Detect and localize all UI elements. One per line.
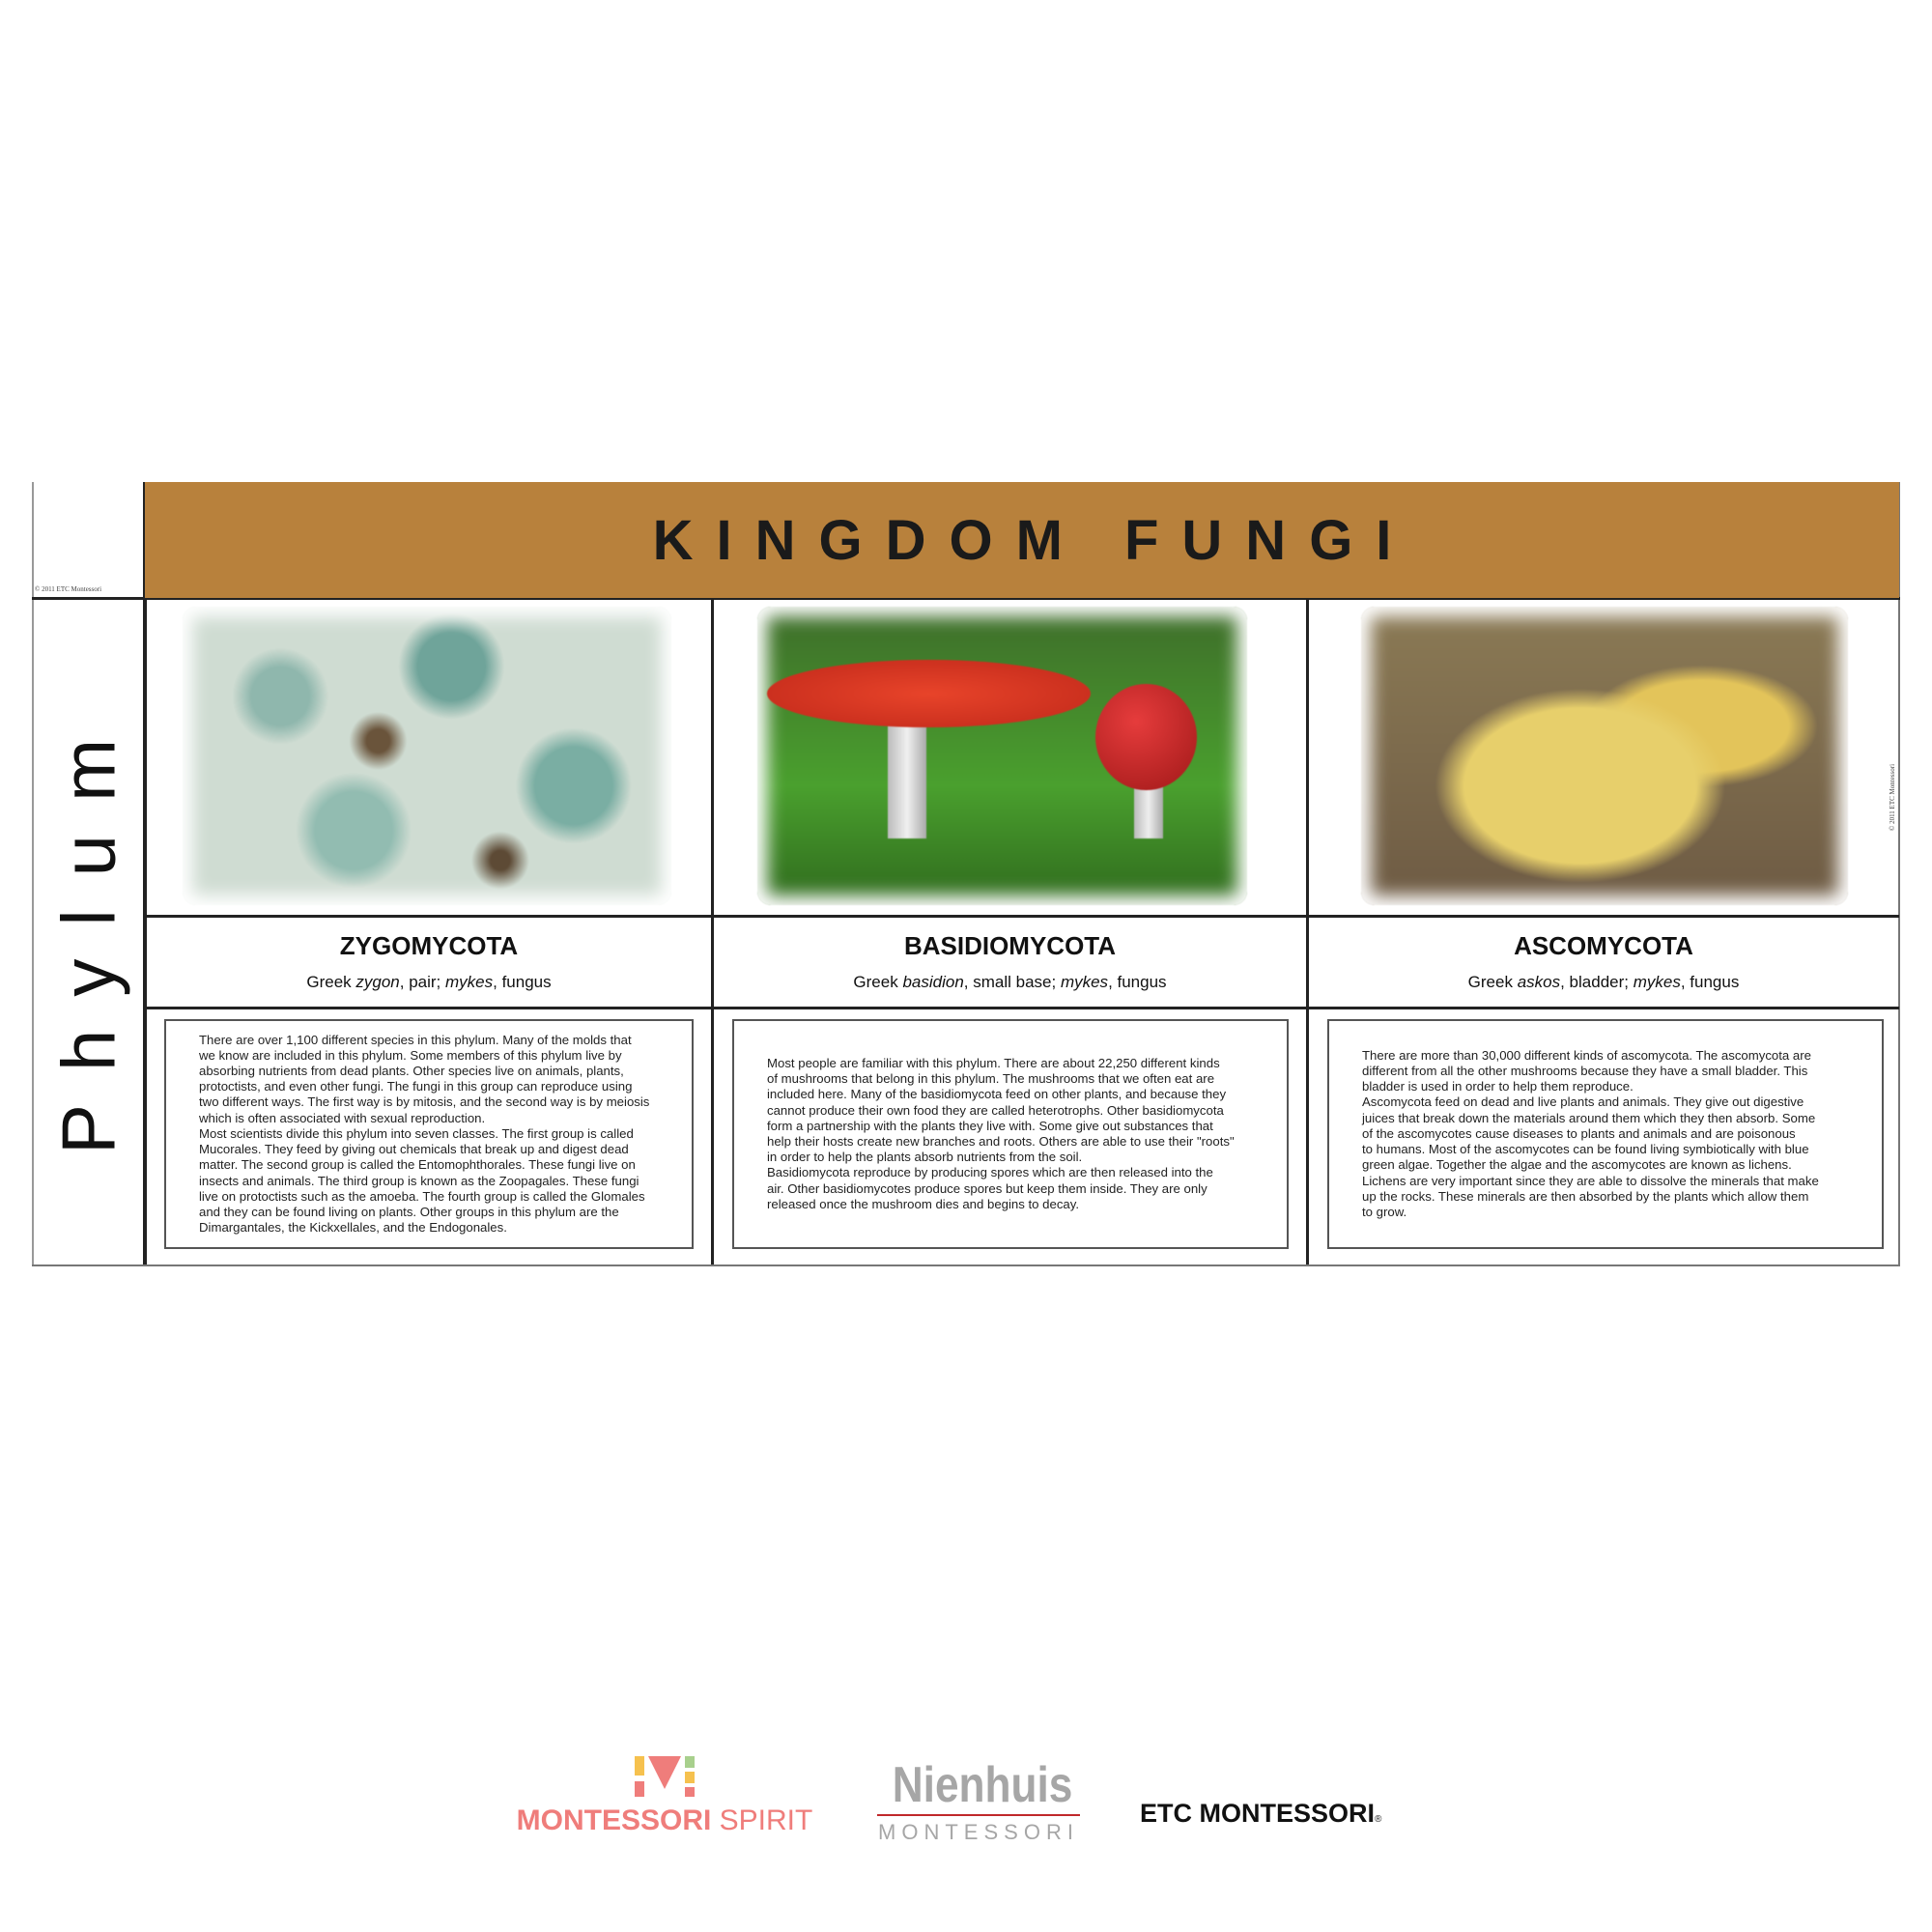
etymology: Greek zygon, pair; mykes, fungus xyxy=(306,973,552,991)
description-box xyxy=(1327,1019,1884,1249)
row-label-phylum: Phylum xyxy=(45,705,131,1155)
etc-montessori-logo xyxy=(1140,1799,1381,1829)
etc-name: ETC MONTESSORI xyxy=(1140,1799,1376,1828)
row-divider xyxy=(145,915,1899,918)
etymology: Greek askos, bladder; mykes, fungus xyxy=(1467,973,1740,991)
basidiomycota-mushroom-image xyxy=(757,607,1247,905)
nienhuis-sub: MONTESSORI xyxy=(878,1820,1079,1844)
phylum-name: BASIDIOMYCOTA xyxy=(903,931,1117,960)
frame-bottom xyxy=(32,1264,1900,1266)
spirit-m-icon xyxy=(635,1756,695,1797)
phylum-name: ASCOMYCOTA xyxy=(1514,931,1693,960)
description-text: There are more than 30,000 different kinds of ascomycota. The ascomycota are different from all the other mushrooms because they have a small bladder. This bladder is used in order to help them reproduce. Ascomycota feed on dead and live plants and animals. They give out digestive juices that break down the materials around them which they then absorb. Some of the ascomycotes cause diseases to plants and animals and are poisonous to humans. Most of the ascomycotes can be found living symbiotically with blue green algae. Together the algae and the ascomycotes are known as lichens. Lichens are very important since they are able to dissolve the minerals that make up the rocks. These minerals are then absorbed by the plants which allow them to grow. xyxy=(1362,1047,1819,1219)
page-title: KINGDOM FUNGI xyxy=(652,508,1415,572)
etymology: Greek basidion, small base; mykes, fungus xyxy=(853,973,1167,991)
description-box xyxy=(164,1019,694,1249)
nienhuis-logo xyxy=(877,1758,1080,1845)
copyright-vertical: © 2011 ETC Montessori xyxy=(1889,763,1896,831)
title-banner xyxy=(145,482,1899,598)
ascomycota-fungus-image xyxy=(1361,607,1848,905)
description-text: Most people are familiar with this phylum. There are about 22,250 different kinds of mushrooms that belong in this phylum. The mushrooms that we often eat are included here. Many of the basidiomycota feed on other plants, and because they cannot produce their own food they are called heterotrophs. Other basidiomycota form a partnership with the plants they live with. Some give out substances that help their hosts create new branches and roots. Others are able to use their "roots" in order to help the plants absorb nutrients from the soil. Basidiomycota reproduce by producing spores which are then released into the air. Other basidiomycotes produce spores but keep them inside. They are only released once the mushroom dies and begins to decay. xyxy=(767,1055,1235,1211)
copyright: © 2011 ETC Montessori xyxy=(35,585,102,593)
montessori-spirit-logo xyxy=(500,1756,829,1837)
phylum-name: ZYGOMYCOTA xyxy=(339,931,519,960)
spirit-light: SPIRIT xyxy=(711,1804,813,1836)
spirit-bold: MONTESSORI xyxy=(516,1804,712,1836)
zygomycota-mold-image xyxy=(183,607,671,905)
nienhuis-name: Nienhuis xyxy=(892,1757,1073,1813)
row-divider xyxy=(145,1007,1899,1009)
registered-mark: ® xyxy=(1375,1814,1382,1825)
description-text: There are over 1,100 different species in this phylum. Many of the molds that we know are included in this phylum. Some members of this phylum live by absorbing nutrients from dead plants. Other species live on animals, plants, protoctists, and even other fungi. The fungi in this group can reproduce using two different ways. The first way is by mitosis, and the second way is by meiosis which is often associated with sexual reproduction. Most scientists divide this phylum into seven classes. The first group is called Mucorales. They feed by giving out chemicals that break up and digest dead matter. The second group is called the Entomophthorales. These fungi live on insects and animals. The third group is known as the Zoopagales. These fungi live on protoctists such as the amoeba. The fourth group is called the Glomales and they can be found living on plants. Other groups in this phylum are the Dimargantales, the Kickxellales, and the Endogonales. xyxy=(199,1032,650,1236)
description-box xyxy=(732,1019,1289,1249)
